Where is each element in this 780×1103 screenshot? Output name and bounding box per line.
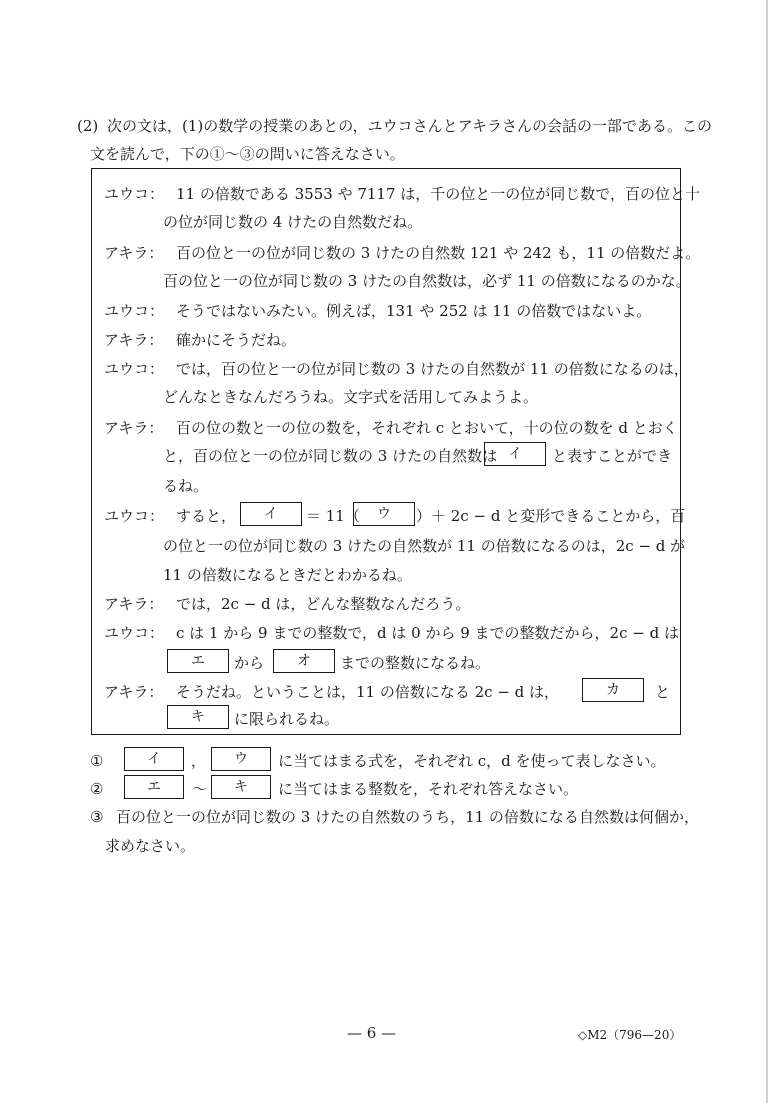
dialog-text: 11 の倍数になるときだとわかるね。	[163, 566, 412, 584]
question-number: (2)	[77, 117, 99, 135]
dialog-text: では，百の位と一の位が同じ数の 3 けたの自然数が 11 の倍数になるのは，	[176, 360, 689, 378]
blank-i: イ	[484, 442, 546, 466]
q2-blank-ki: キ	[211, 775, 271, 799]
dialog-text: と，百の位と一の位が同じ数の 3 けたの自然数は	[163, 447, 498, 465]
dialog-text: そうではないみたい。例えば，131 や 252 は 11 の倍数ではないよ。	[176, 302, 652, 320]
dialog-text: に限られるね。	[234, 710, 340, 728]
dialog-text: そうだね。ということは，11 の倍数になる 2c − d は，	[176, 683, 560, 701]
q3-line-2: 求めなさい。	[105, 837, 196, 855]
speaker-akira: アキラ：	[104, 331, 164, 349]
q1-separator: ，	[191, 752, 207, 770]
intro-line-2: 文を読んで，下の①～③の問いに答えなさい。	[90, 145, 405, 163]
page-number: — 6 —	[347, 1024, 397, 1042]
q3-line-1: 百の位と一の位が同じ数の 3 けたの自然数のうち，11 の倍数になる自然数は何個か，	[116, 808, 699, 826]
dialog-text: では，2c − d は，どんな整数なんだろう。	[176, 595, 471, 613]
speaker-yuko: ユウコ：	[104, 624, 165, 642]
blank-i: イ	[240, 502, 302, 526]
dialog-text: までの整数になるね。	[340, 654, 491, 672]
scan-edge	[766, 0, 768, 1103]
dialog-text: から	[234, 654, 265, 672]
dialog-text: の位と一の位が同じ数の 3 けたの自然数が 11 の倍数になるのは，2c − d が	[163, 537, 686, 555]
dialog-text: c は 1 から 9 までの整数で，d は 0 から 9 までの整数だから，2c − d は	[176, 624, 679, 642]
blank-o: オ	[273, 649, 335, 673]
blank-u: ウ	[353, 502, 415, 526]
blank-ka: カ	[582, 678, 644, 702]
q1-blank-i: イ	[124, 747, 184, 771]
q2-blank-e: エ	[124, 775, 184, 799]
dialog-text: と	[655, 683, 671, 701]
exam-code: ◇M2（796—20）	[578, 1028, 682, 1042]
intro-line-1: 次の文は，(1)の数学の授業のあとの，ユウコさんとアキラさんの会話の一部である。この	[107, 117, 713, 135]
q2-number: ②	[90, 780, 104, 798]
q3-number: ③	[90, 808, 104, 826]
q1-number: ①	[90, 752, 104, 770]
dialog-text: 百の位の数と一の位の数を，それぞれ c とおいて，十の位の数を d とおく	[176, 419, 678, 437]
dialog-text: どんなときなんだろうね。文字式を活用してみようよ。	[163, 388, 539, 406]
dialog-text: ＝ 11（	[306, 507, 360, 525]
q1-blank-u: ウ	[211, 747, 271, 771]
dialog-text: と表すことができ	[552, 447, 673, 465]
speaker-akira: アキラ：	[104, 244, 164, 262]
speaker-yuko: ユウコ：	[104, 360, 165, 378]
dialog-text: すると，	[176, 507, 237, 525]
blank-ki: キ	[167, 705, 229, 729]
speaker-akira: アキラ：	[104, 595, 164, 613]
blank-e: エ	[167, 649, 229, 673]
dialog-text: ）＋ 2c − d と変形できることから，百	[416, 507, 686, 525]
q1-text: に当てはまる式を，それぞれ c，d を使って表しなさい。	[278, 752, 666, 770]
dialog-text: 百の位と一の位が同じ数の 3 けたの自然数 121 や 242 も，11 の倍数だよ。	[176, 244, 701, 262]
q2-text: に当てはまる整数を，それぞれ答えなさい。	[278, 780, 579, 798]
speaker-akira: アキラ：	[104, 683, 164, 701]
dialog-text: 百の位と一の位が同じ数の 3 けたの自然数は，必ず 11 の倍数になるのかな。	[163, 272, 691, 290]
dialog-text: の位が同じ数の 4 けたの自然数だね。	[163, 213, 423, 231]
dialog-text: るね。	[163, 477, 209, 495]
dialog-text: 確かにそうだね。	[176, 331, 297, 349]
speaker-yuko: ユウコ：	[104, 302, 165, 320]
speaker-akira: アキラ：	[104, 419, 164, 437]
speaker-yuko: ユウコ：	[104, 507, 165, 525]
speaker-yuko: ユウコ：	[104, 185, 165, 203]
q2-separator: ～	[192, 780, 208, 798]
dialog-text: 11 の倍数である 3553 や 7117 は，千の位と一の位が同じ数で，百の位と十	[176, 185, 700, 203]
